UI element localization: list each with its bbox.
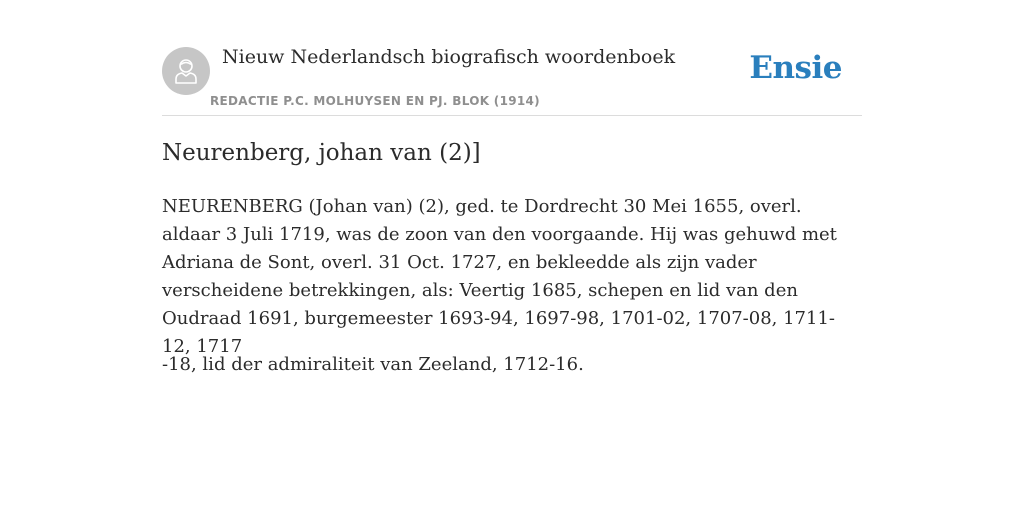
editors-label: REDACTIE P.C. MOLHUYSEN EN PJ. BLOK (1914)	[210, 94, 540, 108]
entry-paragraph-1: NEURENBERG (Johan van) (2), ged. te Dordrecht 30 Mei 1655, overl. aldaar 3 Juli 1719, was de zoon van den voorgaande. Hij was gehuwd met Adriana de Sont, overl. 31 Oct. 1727, en bekleedde als zijn vader verscheidene betrekkingen, als: Veertig 1685, schepen en lid van den Oudraad 1691, burgemeester 1693-94, 1697-98, 1701-02, 1707-08, 1711-12, 1717	[162, 196, 837, 357]
book-title[interactable]: Nieuw Nederlandsch biografisch woordenboek	[222, 46, 676, 68]
ensie-logo[interactable]: Ensie	[749, 50, 842, 86]
source-header	[162, 0, 862, 116]
page-container	[162, 0, 862, 375]
author-avatar[interactable]	[162, 47, 210, 95]
entry-title: Neurenberg, johan van (2)]	[162, 140, 481, 166]
user-icon	[173, 57, 199, 85]
entry-paragraph-2: -18, lid der admiraliteit van Zeeland, 1712-16.	[162, 354, 584, 375]
